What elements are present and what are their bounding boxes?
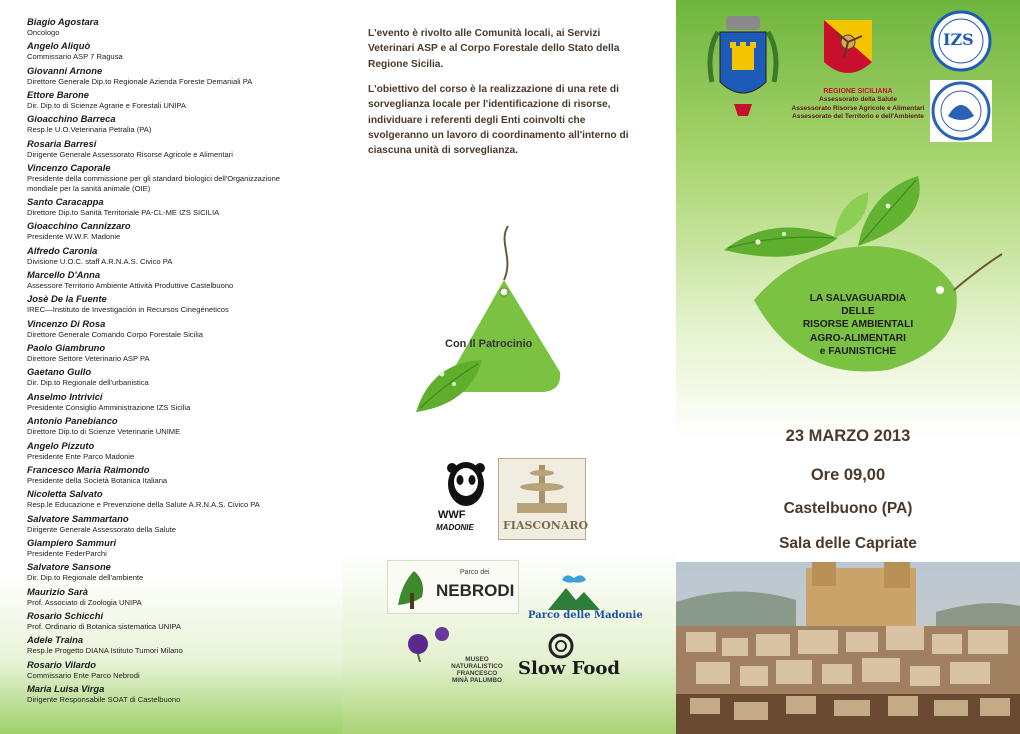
member-role: Presidente della commissione per gli standard biologici dell'Organizzazione mondiale per la sanità animale (OIE) [27,174,281,194]
member-role: Presidente Consiglio Amministrazione IZS Sicilia [27,402,191,412]
parco-nebrodi-logo [387,560,519,614]
member-name: Maurizio Sarà [27,585,88,597]
member-role: Resp.le Progetto DIANA Istituto Tumori Milano [27,646,183,656]
committee-member [27,245,327,269]
member-name: Gioacchino Cannizzaro [27,220,131,232]
member-name: Maria Luisa Virga [27,682,105,694]
nebrodi-big-label: NEBRODI [436,581,515,600]
member-role: Resp.le Educazione e Prevenzione della Salute A.R.N.A.S. Civico PA [27,500,260,510]
snail-icon [544,630,578,660]
member-name: Anselmo Intrivici [27,390,103,402]
university-seal-icon [930,80,992,142]
member-name: Ettore Barone [27,89,89,101]
fiasconaro-label: FIASCONARO [503,519,589,532]
member-role: Resp.le U.O.Veterinaria Petralia (PA) [27,125,152,135]
committee-member [27,440,327,464]
event-title-line-1: LA SALVAGUARDIA [809,293,907,304]
committee-member [27,16,327,40]
committee-member [27,318,327,342]
member-role: Assessore Territorio Ambiente Attività Produttive Castelbuono [27,281,234,291]
objective-paragraph: L'obiettivo del corso è la realizzazione di una rete di sorveglianza locale per l'identificazione di risorse, individuare i referenti degli Enti coinvolti che svolgeranno un lavoro di coordinamento all'interno di ciascuna unità di sorveglianza. [368,84,629,157]
committee-member [27,659,327,683]
committee-member [27,113,327,137]
event-title-line-5: e FAUNISTICHE [819,345,897,357]
museo-label [444,656,510,684]
committee-member [27,40,327,64]
patronage-label: Con Il Patrocinio [445,338,533,350]
event-date: 23 MARZO 2013 [785,427,911,445]
wwf-label: WWF [438,509,466,521]
fountain-icon [499,459,585,519]
castelbuono-coat-of-arms-icon [704,12,782,120]
member-role: Dir. Dip.to di Scienze Agrarie e Forestali UNIPA [27,101,186,111]
cover-panel [676,0,1020,734]
committee-member [27,464,327,488]
regione-siciliana-shield-icon [822,18,874,84]
izs-label: IZS [943,30,974,49]
wwf-madonie-label: MADONIE [436,523,474,532]
region-dept-2: Assessorato Risorse Agricole e Alimentari [791,104,925,112]
tag-leaf-illustration [412,222,582,422]
fiasconaro-logo [498,458,589,540]
committee-member [27,610,327,634]
member-role: Presidente Ente Parco Madonie [27,451,135,461]
castelbuono-town-image [676,562,1020,734]
member-name: Giovanni Arnone [27,64,103,76]
committee-member [27,634,327,658]
member-role: Direttore Generale Dip.to Regionale Azienda Foreste Demaniali PA [27,76,253,86]
member-role: Dir. Dip.to Regionale dell'urbanistica [27,378,149,388]
committee-list [27,16,327,707]
event-time: Ore 09,00 [810,466,886,484]
event-city: Castelbuono (PA) [783,500,913,517]
member-name: Marcello D'Anna [27,269,101,281]
butterfly-mountain-icon [544,572,604,612]
member-role: Direttore Generale Comando Corpo Forestale Sicilia [27,329,204,339]
member-name: Alfredo Caronia [27,244,98,256]
member-role: Presidente della Società Botanica Italiana [27,475,168,485]
member-name: Gioacchino Barreca [27,113,116,125]
committee-member [27,415,327,439]
member-role: IREC—Instituto de Investigación in Recursos Cinegéneticos [27,305,229,315]
member-name: Rosario Vilardo [27,658,96,670]
museo-line-1: MUSEO [465,656,489,663]
member-role: Commissario ASP 7 Ragusa [27,52,123,62]
event-title-line-4: AGRO-ALIMENTARI [809,332,906,344]
parco-madonie-logo [528,572,643,626]
regione-siciliana-text [772,88,944,122]
member-role: Direttore Dip.to Sanità Territoriale PA-CL-ME IZS SICILIA [27,208,220,218]
member-role: Direttore Dip.to di Scienze Veterinarie UNIME [27,427,181,437]
event-title [778,292,938,358]
member-name: Nicoletta Salvato [27,488,103,500]
member-name: Vincenzo Di Rosa [27,317,106,329]
committee-member [27,162,327,196]
member-name: Josè De la Fuente [27,293,107,305]
slow-food-label: Slow Food [518,658,620,679]
committee-member [27,488,327,512]
member-name: Adele Traina [27,634,84,646]
member-name: Rosario Schicchi [27,609,104,621]
member-name: Salvatore Sammartano [27,512,129,524]
committee-member [27,65,327,89]
committee-member [27,513,327,537]
member-name: Salvatore Sansone [27,561,111,573]
committee-member [27,138,327,162]
museo-line-3: FRANCESCO [456,670,498,677]
member-role: Commissario Ente Parco Nebrodi [27,670,140,680]
info-panel [342,0,676,734]
audience-paragraph: L'evento è rivolto alle Comunità locali, ai Servizi Veterinari ASP e al Corpo Forestale dello Stato della Regione Sicilia. [368,28,620,70]
committee-member [27,196,327,220]
committee-member [27,391,327,415]
member-role: Presidente FederParchi [27,548,107,558]
committee-panel [0,0,342,734]
member-name: Paolo Giambruno [27,342,106,354]
member-name: Giampiero Sammuri [27,536,117,548]
committee-member [27,269,327,293]
committee-member [27,366,327,390]
member-name: Vincenzo Caporale [27,162,111,174]
member-name: Angelo Aliquò [27,40,91,52]
member-name: Gaetano Gullo [27,366,92,378]
event-title-line-2: DELLE [841,306,875,318]
member-role: Dirigente Responsabile SOAT di Castelbuono [27,694,181,704]
member-name: Francesco Maria Raimondo [27,463,150,475]
event-title-line-3: RISORSE AMBIENTALI [802,319,914,331]
member-role: Oncologo [27,28,60,37]
committee-member [27,683,327,707]
member-name: Rosaria Barresi [27,137,97,149]
nebrodi-small-label: Parco dei [460,569,490,576]
member-role: Prof. Associato di Zoologia UNIPA [27,597,142,607]
region-dept-3: Assessorato del Territorio e dell'Ambiente [792,113,924,121]
event-venue: Sala delle Capriate [779,535,917,552]
museo-line-2: NATURALISTICO [451,663,503,670]
member-role: Prof. Ordinario di Botanica sistematica UNIPA [27,621,181,631]
member-role: Divisione U.O.C. staff A.R.N.A.S. Civico PA [27,256,173,266]
committee-member [27,586,327,610]
region-dept-1: Assessorato della Salute [818,96,898,104]
committee-member [27,537,327,561]
wwf-madonie-logo [436,458,498,538]
tree-icon [392,563,432,611]
committee-member [27,561,327,585]
committee-member [27,342,327,366]
slow-food-logo [516,630,626,684]
madonie-park-label: Parco delle Madonie [528,610,643,621]
member-role: Dirigente Generale Assessorato della Salute [27,524,177,534]
member-role: Direttore Settore Veterinario ASP PA [27,354,150,364]
member-role: Presidente W.W.F. Madonie [27,232,121,242]
member-role: Dirigente Generale Assessorato Risorse Agricole e Alimentari [27,149,233,159]
committee-member [27,293,327,317]
committee-member [27,220,327,244]
committee-member [27,89,327,113]
museo-minapalumbo-logo [402,622,512,686]
member-name: Angelo Pizzuto [27,439,95,451]
member-name: Antonio Panebianco [27,415,118,427]
museo-line-4: MINÀ PALUMBO [452,677,502,684]
member-name: Biagio Agostara [27,16,99,27]
member-name: Santo Caracappa [27,196,104,208]
izs-logo [930,10,992,72]
member-role: Dir. Dip.to Regionale dell'ambiente [27,573,144,583]
region-name: REGIONE SICILIANA [823,88,893,95]
